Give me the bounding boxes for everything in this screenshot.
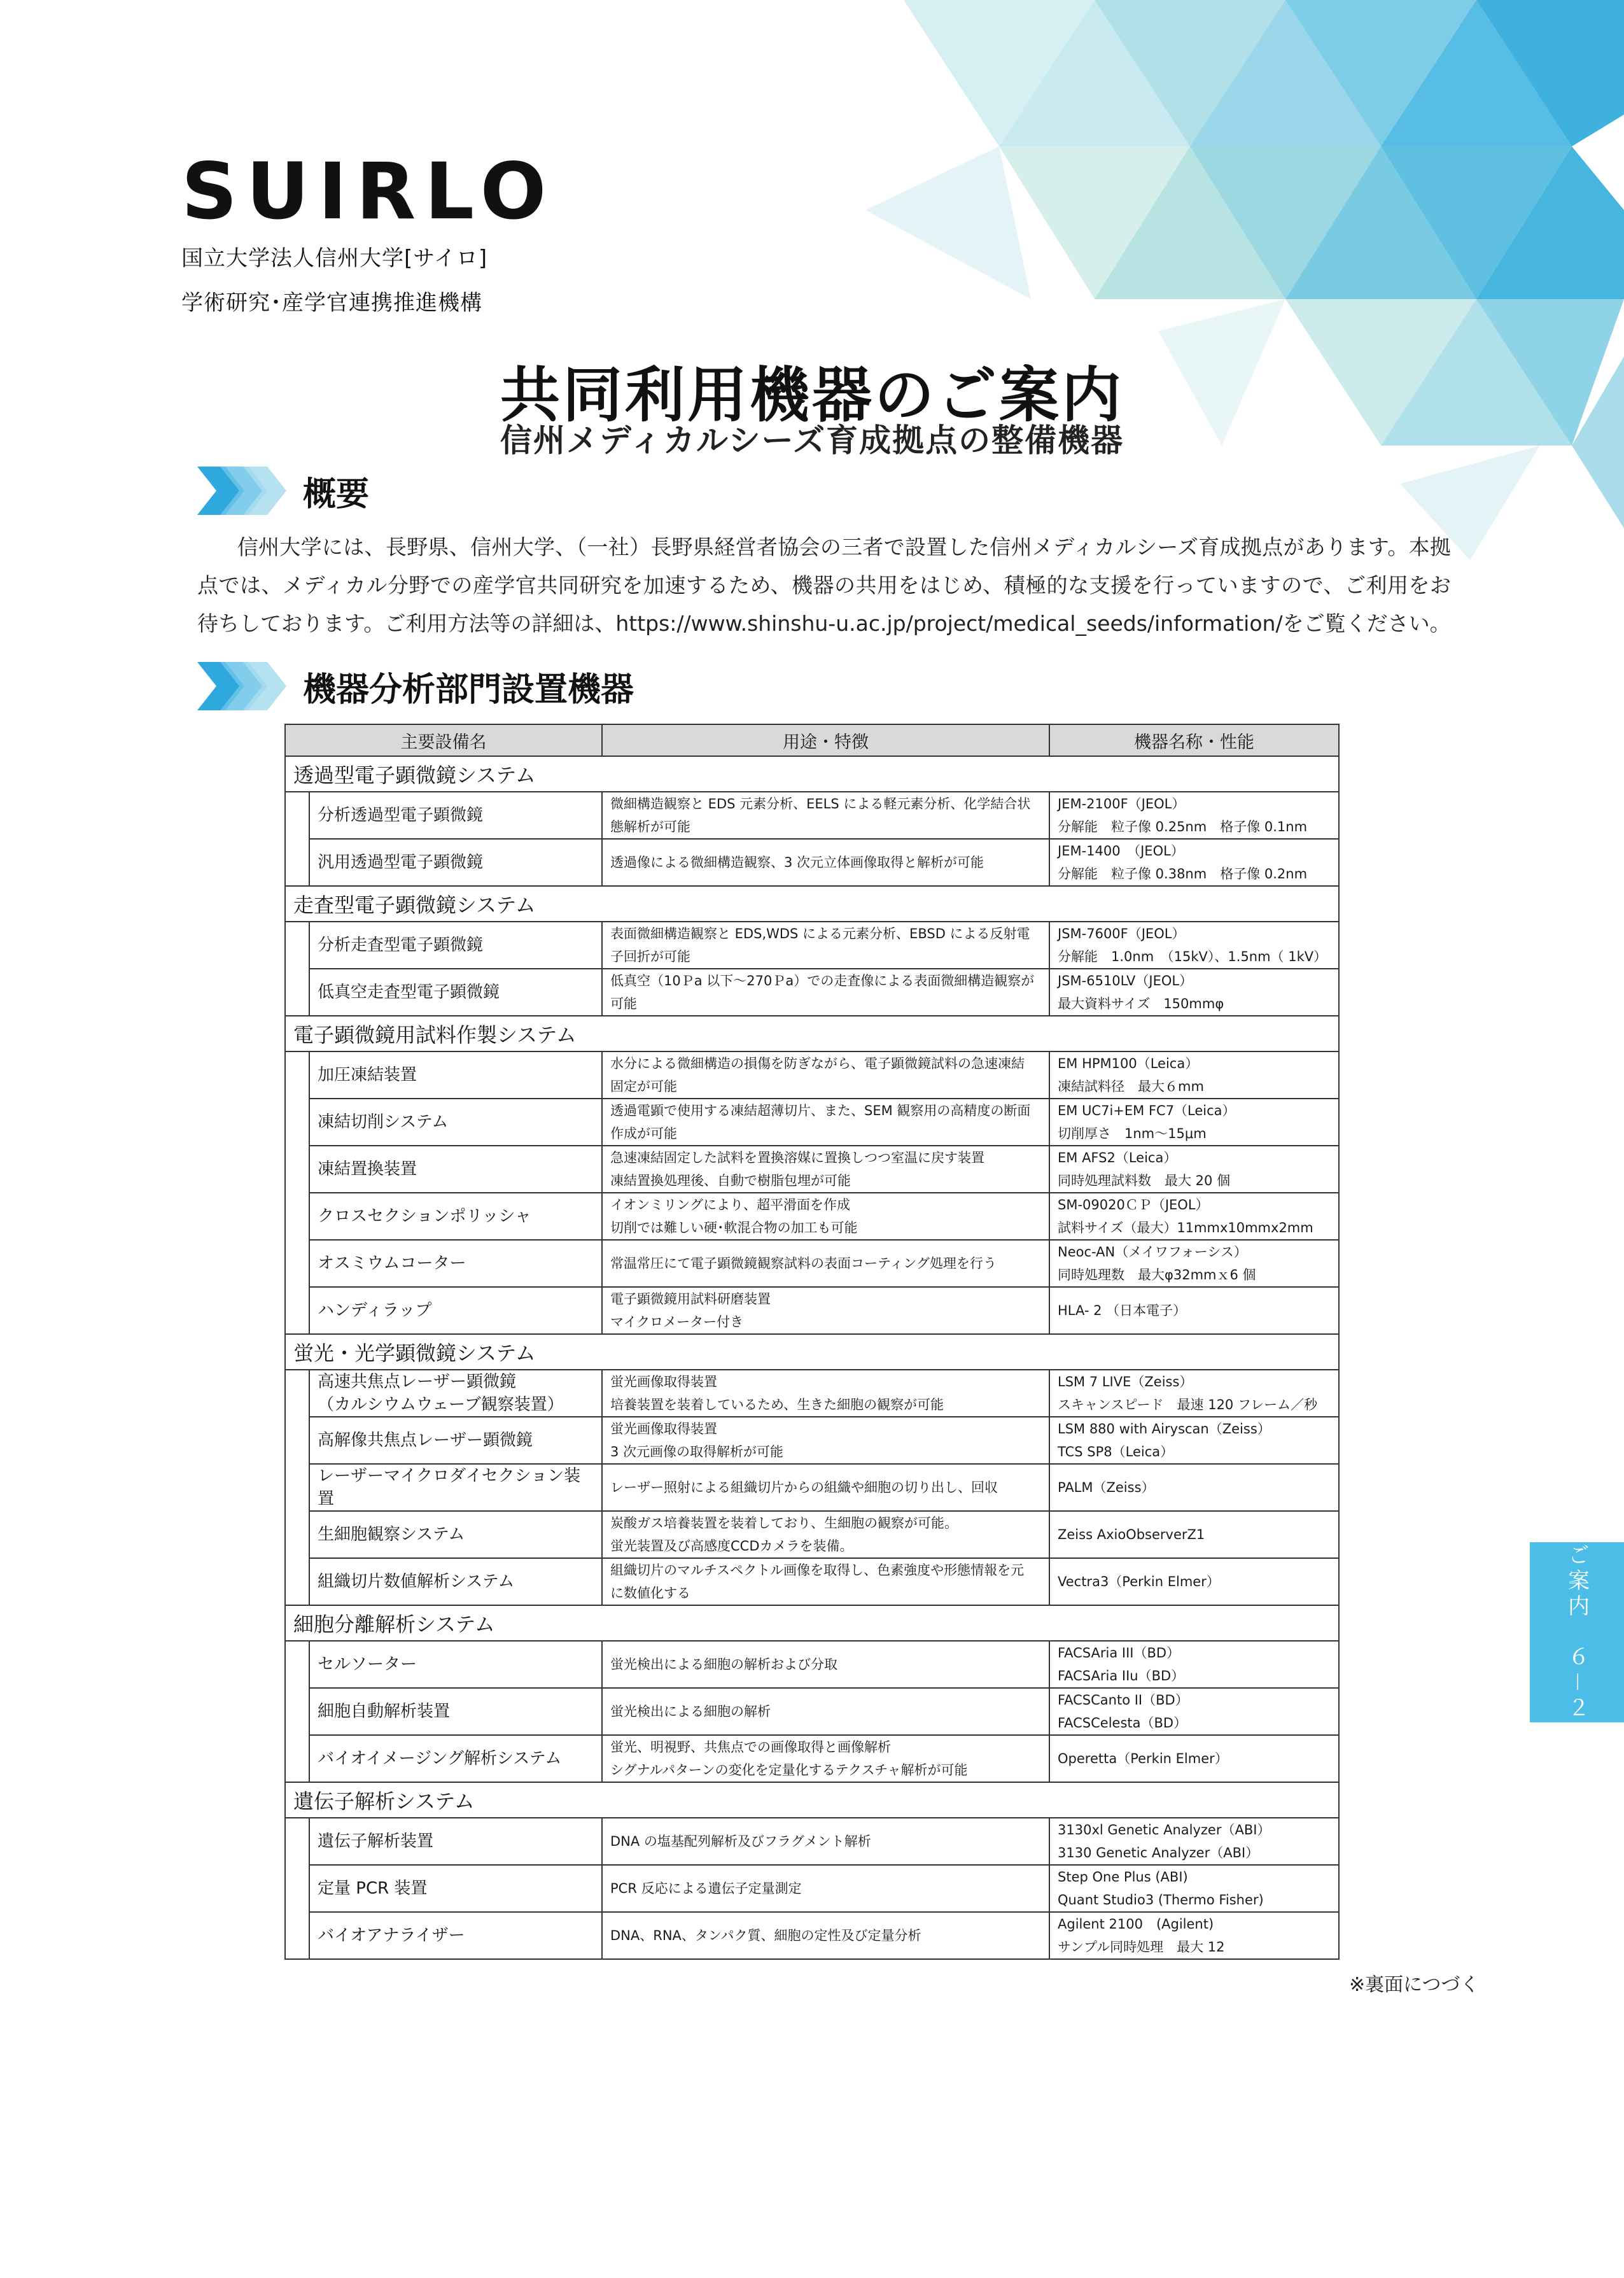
use-line: イオンミリングにより、超平滑面を作成 [610, 1197, 850, 1213]
spec-line: Vectra3（Perkin Elmer） [1058, 1574, 1220, 1589]
spec-line: PALM（Zeiss） [1058, 1480, 1155, 1495]
equipment-spec [1049, 1099, 1339, 1146]
category-row [285, 1605, 1339, 1641]
equipment-use [602, 1051, 1049, 1099]
equipment-spec [1049, 1558, 1339, 1605]
use-line: 組織切片のマルチスペクトル画像を取得し、色素強度や形態情報を元 [610, 1563, 1025, 1578]
indent-cell [285, 1818, 309, 1959]
spec-line: JEM-1400 （JEOL） [1058, 843, 1184, 859]
equipment-row [285, 1417, 1339, 1464]
spec-line: 最大資料サイズ 150mmφ [1058, 996, 1224, 1011]
equipment-name: 遺伝子解析装置 [309, 1818, 602, 1865]
spec-line: 分解能 粒子像 0.38nm 格子像 0.2nm [1058, 866, 1308, 882]
equipment-spec [1049, 1735, 1339, 1782]
use-line: 蛍光画像取得装置 [610, 1374, 717, 1389]
equipment-name: 高速共焦点レーザー顕微鏡 （カルシウムウェーブ観察装置） [309, 1370, 602, 1417]
equipment-row [285, 1240, 1339, 1287]
use-line: 微細構造観察と EDS 元素分析、EELS による軽元素分析、化学結合状 [610, 796, 1031, 812]
spec-line: 分解能 粒子像 0.25nm 格子像 0.1nm [1058, 819, 1308, 834]
equipment-row [285, 922, 1339, 969]
spec-line: LSM 7 LIVE（Zeiss） [1058, 1374, 1193, 1389]
use-line: DNA、RNA、タンパク質、細胞の定性及び定量分析 [610, 1928, 921, 1943]
use-line: 凍結置換処理後、自動で樹脂包埋が可能 [610, 1173, 851, 1188]
spec-line: SM-09020ＣＰ（JEOL） [1058, 1197, 1209, 1213]
equipment-use [602, 1464, 1049, 1511]
use-line: 固定が可能 [610, 1079, 677, 1094]
equipment-spec [1049, 922, 1339, 969]
spec-line: TCS SP8（Leica） [1058, 1444, 1174, 1459]
use-line: シグナルパターンの変化を定量化するテクスチャ解析が可能 [610, 1762, 968, 1778]
category-name: 電子顕微鏡用試料作製システム [285, 1016, 1339, 1051]
category-name: 透過型電子顕微鏡システム [285, 756, 1339, 792]
logo-mark: SUIRLO [181, 146, 556, 237]
category-name: 細胞分離解析システム [285, 1605, 1339, 1641]
equipment-use [602, 1099, 1049, 1146]
equipment-row [285, 1818, 1339, 1865]
equipment-use [602, 1146, 1049, 1193]
equipment-row [285, 1193, 1339, 1240]
logo-block [181, 146, 556, 320]
equipment-use [602, 1193, 1049, 1240]
equipment-name: バイオイメージング解析システム [309, 1735, 602, 1782]
spec-line: スキャンスピード 最速 120 フレーム／秒 [1058, 1397, 1318, 1412]
equipment-use [602, 1287, 1049, 1334]
equipment-use [602, 922, 1049, 969]
spec-line: EM UC7i+EM FC7（Leica） [1058, 1103, 1236, 1118]
overview-text: 信州大学には、長野県、信州大学、（一社）長野県経営者協会の三者で設置した信州メディカルシーズ育成拠点があります。本拠点では、メディカル分野での産学官共同研究を加速するため、機器の共用をはじめ、積極的な支援を行っていますので、ご利用をお待ちしております。ご利用方法等の詳細は、https://www.shinshu-u.ac.jp/project/medical_seeds/information/をご覧ください。 [197, 535, 1451, 636]
logo-org-line-1: 国立大学法人信州大学[サイロ] [181, 246, 488, 271]
equipment-row [285, 1511, 1339, 1558]
spec-line: Quant Studio3 (Thermo Fisher) [1058, 1892, 1264, 1908]
use-line: 電子顕微鏡用試料研磨装置 [610, 1291, 771, 1307]
category-name: 走査型電子顕微鏡システム [285, 886, 1339, 922]
equipment-spec [1049, 1688, 1339, 1735]
equipment-spec [1049, 1865, 1339, 1912]
use-line: 作成が可能 [610, 1126, 677, 1141]
indent-cell [285, 792, 309, 886]
equipment-row [285, 1146, 1339, 1193]
equipment-row [285, 969, 1339, 1016]
equipment-use [602, 1511, 1049, 1558]
indent-cell [285, 1051, 309, 1334]
use-line: 蛍光画像取得装置 [610, 1421, 717, 1437]
use-line: 蛍光装置及び高感度CCDカメラを装備。 [610, 1538, 853, 1554]
use-line: 透過像による微細構造観察、3 次元立体画像取得と解析が可能 [610, 855, 984, 870]
spec-line: サンプル同時処理 最大 12 [1058, 1939, 1225, 1955]
use-line: 培養装置を装着しているため、生きた細胞の観察が可能 [610, 1397, 944, 1412]
equipment-name: レーザーマイクロダイセクション装置 [309, 1464, 602, 1511]
equipment-name: バイオアナライザー [309, 1912, 602, 1959]
equipment-name: 凍結置換装置 [309, 1146, 602, 1193]
equipment-name: 定量 PCR 装置 [309, 1865, 602, 1912]
equipment-spec [1049, 1051, 1339, 1099]
overview-heading [197, 467, 369, 515]
spec-line: 3130 Genetic Analyzer（ABI） [1058, 1845, 1259, 1860]
continued-note: ※裏面につづく [1349, 1974, 1480, 1996]
equipment-row [285, 1370, 1339, 1417]
equipment-name: 分析走査型電子顕微鏡 [309, 922, 602, 969]
spec-line: 凍結試料径 最大６mm [1058, 1079, 1204, 1094]
page-subtitle: 信州メディカルシーズ育成拠点の整備機器 [500, 422, 1124, 459]
equipment-name: 細胞自動解析装置 [309, 1688, 602, 1735]
indent-cell [285, 1370, 309, 1605]
category-name: 遺伝子解析システム [285, 1782, 1339, 1818]
spec-line: LSM 880 with Airyscan（Zeiss） [1058, 1421, 1271, 1437]
spec-line: Step One Plus (ABI) [1058, 1869, 1188, 1885]
use-line: 切削では難しい硬･軟混合物の加工も可能 [610, 1220, 858, 1235]
use-line: 可能 [610, 996, 637, 1011]
equipment-use [602, 969, 1049, 1016]
equipment-spec [1049, 1641, 1339, 1688]
equipment-row [285, 1464, 1339, 1511]
equipment-spec [1049, 1818, 1339, 1865]
equipment-use [602, 1417, 1049, 1464]
equipment-use [602, 792, 1049, 839]
equipment-spec [1049, 1287, 1339, 1334]
equipment-name: オスミウムコーター [309, 1240, 602, 1287]
spec-line: FACSCanto II（BD） [1058, 1692, 1189, 1708]
triple-arrow-icon [197, 662, 286, 710]
equipment-name: 加圧凍結装置 [309, 1051, 602, 1099]
category-row [285, 1334, 1339, 1370]
spec-line: FACSAria IIu（BD） [1058, 1668, 1185, 1684]
logo-org-line-2: 学術研究･産学官連携推進機構 [181, 290, 482, 316]
equipment-use [602, 1370, 1049, 1417]
use-line: DNA の塩基配列解析及びフラグメント解析 [610, 1834, 871, 1849]
equipment-row [285, 1912, 1339, 1959]
spec-line: JEM-2100F（JEOL） [1058, 796, 1186, 812]
indent-cell [285, 922, 309, 1016]
equipment-spec [1049, 1193, 1339, 1240]
decorative-triangle-pattern [827, 0, 1624, 560]
equipment-row [285, 792, 1339, 839]
spec-line: Agilent 2100 (Agilent) [1058, 1916, 1214, 1932]
header-equipment-name: 主要設備名 [285, 724, 602, 756]
use-line: レーザー照射による組織切片からの組織や細胞の切り出し、回収 [610, 1480, 998, 1495]
spec-line: 分解能 1.0nm （15kV）、1.5nm（ 1kV） [1058, 949, 1327, 964]
equipment-row [285, 1641, 1339, 1688]
spec-line: JSM-6510LV（JEOL） [1058, 973, 1193, 988]
equipment-row [285, 1865, 1339, 1912]
equipment-name: 低真空走査型電子顕微鏡 [309, 969, 602, 1016]
spec-line: 3130xl Genetic Analyzer（ABI） [1058, 1822, 1271, 1838]
use-line: マイクロメーター付き [610, 1314, 744, 1330]
equipment-spec [1049, 969, 1339, 1016]
equipment-spec [1049, 839, 1339, 886]
equipment-use [602, 1818, 1049, 1865]
spec-line: EM HPM100（Leica） [1058, 1056, 1199, 1071]
spec-line: 切削厚さ 1nm～15μm [1058, 1126, 1207, 1141]
equipment-row [285, 1735, 1339, 1782]
equipment-spec [1049, 1240, 1339, 1287]
table-header-row [285, 724, 1339, 756]
use-line: 表面微細構造観察と EDS,WDS による元素分析、EBSD による反射電 [610, 926, 1030, 941]
spec-line: FACSCelesta（BD） [1058, 1715, 1187, 1731]
use-line: 透過電顕で使用する凍結超薄切片、また、SEM 観察用の高精度の断面 [610, 1103, 1031, 1118]
equipment-use [602, 1688, 1049, 1735]
page-title: 共同利用機器のご案内 [500, 361, 1124, 430]
equipment-use [602, 1735, 1049, 1782]
use-line: 3 次元画像の取得解析が可能 [610, 1444, 784, 1459]
spec-line: 同時処理試料数 最大 20 個 [1058, 1173, 1231, 1188]
use-line: 蛍光検出による細胞の解析および分取 [610, 1657, 837, 1672]
spec-line: 同時処理数 最大φ32mmｘ6 個 [1058, 1267, 1256, 1283]
category-row [285, 1782, 1339, 1818]
equipment-heading-text: 機器分析部門設置機器 [303, 670, 634, 709]
equipment-use [602, 1641, 1049, 1688]
equipment-spec [1049, 1511, 1339, 1558]
equipment-row [285, 1688, 1339, 1735]
use-line: 蛍光検出による細胞の解析 [610, 1704, 771, 1719]
equipment-spec [1049, 1464, 1339, 1511]
equipment-use [602, 1240, 1049, 1287]
equipment-name: セルソーター [309, 1641, 602, 1688]
side-index-tab: ご案内 ６－２ [1530, 1542, 1624, 1722]
spec-line: Zeiss AxioObserverZ1 [1058, 1527, 1205, 1542]
spec-line: 試料サイズ（最大）11mmx10mmx2mm [1058, 1220, 1313, 1235]
spec-line: HLA- 2 （日本電子） [1058, 1303, 1187, 1318]
use-line: 常温常圧にて電子顕微鏡観察試料の表面コーティング処理を行う [610, 1256, 997, 1271]
equipment-name: 凍結切削システム [309, 1099, 602, 1146]
use-line: PCR 反応による遺伝子定量測定 [610, 1881, 802, 1896]
equipment-name: 分析透過型電子顕微鏡 [309, 792, 602, 839]
use-line: 低真空（10Ｐa 以下～270Ｐa）での走査像による表面微細構造観察が [610, 973, 1035, 988]
use-line: 態解析が可能 [610, 819, 690, 834]
spec-line: EM AFS2（Leica） [1058, 1150, 1177, 1165]
equipment-spec [1049, 1146, 1339, 1193]
equipment-heading [197, 662, 634, 710]
equipment-name: 高解像共焦点レーザー顕微鏡 [309, 1417, 602, 1464]
spec-line: FACSAria III（BD） [1058, 1645, 1180, 1661]
use-line: 炭酸ガス培養装置を装着しており、生細胞の観察が可能。 [610, 1515, 958, 1531]
equipment-table [284, 724, 1340, 1960]
equipment-use [602, 1558, 1049, 1605]
equipment-row [285, 1099, 1339, 1146]
use-line: 急速凍結固定した試料を置換溶媒に置換しつつ室温に戻す装置 [610, 1150, 984, 1165]
equipment-row [285, 1558, 1339, 1605]
equipment-spec [1049, 1912, 1339, 1959]
equipment-row [285, 1051, 1339, 1099]
triple-arrow-icon [197, 467, 286, 515]
equipment-name: 生細胞観察システム [309, 1511, 602, 1558]
equipment-spec [1049, 792, 1339, 839]
indent-cell [285, 1641, 309, 1782]
spec-line: JSM-7600F（JEOL） [1058, 926, 1186, 941]
header-spec: 機器名称・性能 [1049, 724, 1339, 756]
equipment-use [602, 1912, 1049, 1959]
equipment-name: クロスセクションポリッシャ [309, 1193, 602, 1240]
equipment-name: ハンディラップ [309, 1287, 602, 1334]
spec-line: Operetta（Perkin Elmer） [1058, 1751, 1228, 1766]
use-line: 子回折が可能 [610, 949, 690, 964]
equipment-name: 組織切片数値解析システム [309, 1558, 602, 1605]
equipment-spec [1049, 1370, 1339, 1417]
category-row [285, 756, 1339, 792]
use-line: 水分による微細構造の損傷を防ぎながら、電子顕微鏡試料の急速凍結 [610, 1056, 1025, 1071]
equipment-use [602, 1865, 1049, 1912]
equipment-use [602, 839, 1049, 886]
spec-line: Neoc-AN（メイワフォーシス） [1058, 1244, 1247, 1260]
category-name: 蛍光・光学顕微鏡システム [285, 1334, 1339, 1370]
category-row [285, 886, 1339, 922]
overview-heading-text: 概要 [303, 475, 370, 514]
equipment-row [285, 1287, 1339, 1334]
use-line: に数値化する [610, 1585, 690, 1601]
category-row [285, 1016, 1339, 1051]
header-use: 用途・特徴 [602, 724, 1049, 756]
equipment-row [285, 839, 1339, 886]
equipment-spec [1049, 1417, 1339, 1464]
equipment-name: 汎用透過型電子顕微鏡 [309, 839, 602, 886]
use-line: 蛍光、明視野、共焦点での画像取得と画像解析 [610, 1740, 891, 1755]
